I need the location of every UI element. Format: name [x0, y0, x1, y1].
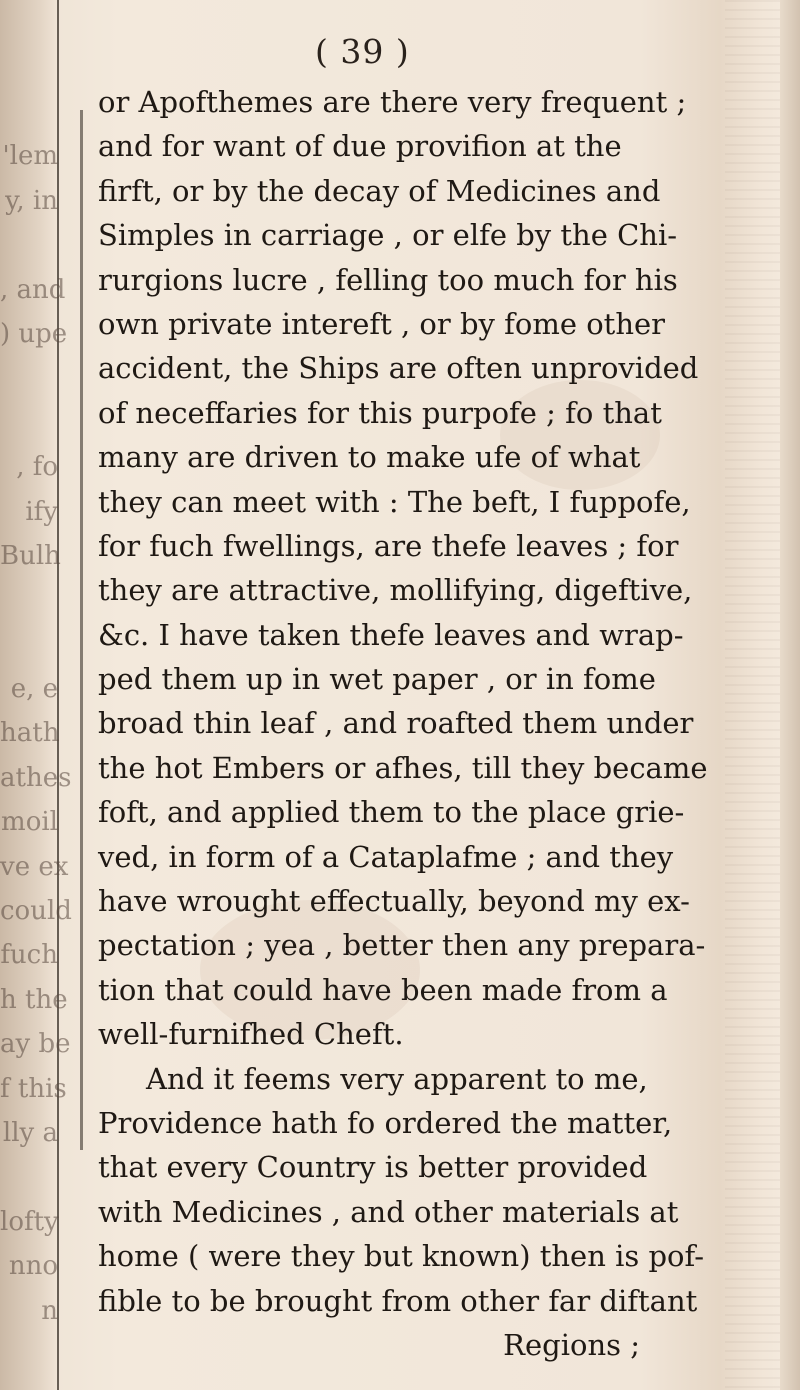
text-line: foft, and applied them to the place grie-	[98, 795, 685, 830]
text-line: Providence hath fo ordered the matter,	[98, 1105, 673, 1140]
text-line: fible to be brought from other far diftant	[98, 1283, 698, 1318]
body-text	[98, 80, 720, 1367]
bleed-line: y, in	[5, 185, 58, 216]
text-line: rurgions lucre , felling too much for his	[98, 262, 678, 297]
text-line: firft, or by the decay of Medicines and	[98, 173, 661, 208]
bleed-line	[0, 90, 58, 134]
bleed-line	[0, 401, 58, 445]
bleed-line: hath	[0, 718, 60, 749]
bleed-line: h the	[0, 984, 68, 1015]
bleed-line: ve ex	[0, 851, 69, 882]
text-line: and for want of due provifion at the	[98, 129, 622, 164]
text-line: pectation ; yea , better then any prepara-	[98, 928, 706, 963]
text-line: ped them up in wet paper , or in fome	[98, 662, 656, 697]
bleed-line: fuch	[0, 940, 58, 971]
text-line: the hot Embers or afhes, till they became	[98, 750, 708, 785]
right-page-edge	[780, 0, 800, 1390]
bleed-line: could	[0, 896, 72, 927]
bleed-line: Bulh	[0, 540, 61, 571]
text-line: broad thin leaf , and roafted them under	[98, 706, 694, 741]
text-line: for fuch fwellings, are thefe leaves ; for	[98, 528, 679, 563]
bleed-line: f this	[0, 1073, 67, 1104]
text-line: have wrought effectually, beyond my ex-	[98, 884, 690, 919]
text-line: ved, in form of a Cataplafme ; and they	[98, 839, 674, 874]
text-line: of neceffaries for this purpofe ; fo that	[98, 395, 662, 430]
bleed-line: lofty	[0, 1206, 59, 1237]
text-line: they can meet with : The beft, I fuppofe,	[98, 484, 691, 519]
text-line: &c. I have taken thefe leaves and wrap-	[98, 617, 684, 652]
bleed-line	[0, 1155, 58, 1199]
bleed-line: ify	[25, 496, 58, 527]
binding-shadow	[80, 110, 83, 1150]
bleed-line: ay be	[0, 1029, 71, 1060]
text-line: that every Country is better provided	[98, 1150, 648, 1185]
bleed-line	[0, 223, 58, 267]
text-line: many are driven to make ufe of what	[98, 440, 641, 475]
bleed-line: e, e	[10, 674, 58, 705]
text-line: And it feems very apparent to me,	[146, 1061, 648, 1096]
bleed-line: lly a	[2, 1117, 58, 1148]
text-line: accident, the Ships are often unprovided	[98, 351, 699, 386]
text-line: Simples in carriage , or elfe by the Chi-	[98, 218, 678, 253]
bleed-line: athes	[0, 762, 72, 793]
facing-page-text	[0, 90, 72, 1333]
text-line: Regions ;	[503, 1327, 640, 1362]
bleed-line: , fo	[16, 452, 58, 483]
text-line: tion that could have been made from a	[98, 972, 668, 1007]
bleed-line: moil	[1, 807, 58, 838]
bleed-line: ) upe	[0, 318, 68, 349]
text-line: with Medicines , and other materials at	[98, 1194, 679, 1229]
page-number: ( 39 )	[315, 32, 410, 71]
bleed-line: 'lem	[2, 141, 58, 172]
bleed-line: n	[41, 1295, 58, 1326]
text-line: they are attractive, mollifying, digeftive,	[98, 573, 693, 608]
bleed-line	[0, 356, 58, 400]
bleed-line: nno	[8, 1251, 58, 1282]
bleed-line: , and	[0, 274, 66, 305]
text-line: or Apofthemes are there very frequent ;	[98, 85, 687, 119]
bleed-line	[0, 578, 58, 622]
text-line: well-furnifhed Cheft.	[98, 1017, 404, 1052]
text-line: own private intereft , or by fome other	[98, 306, 666, 341]
text-line: home ( were they but known) then is pof-	[98, 1239, 705, 1274]
bleed-line	[0, 623, 58, 667]
